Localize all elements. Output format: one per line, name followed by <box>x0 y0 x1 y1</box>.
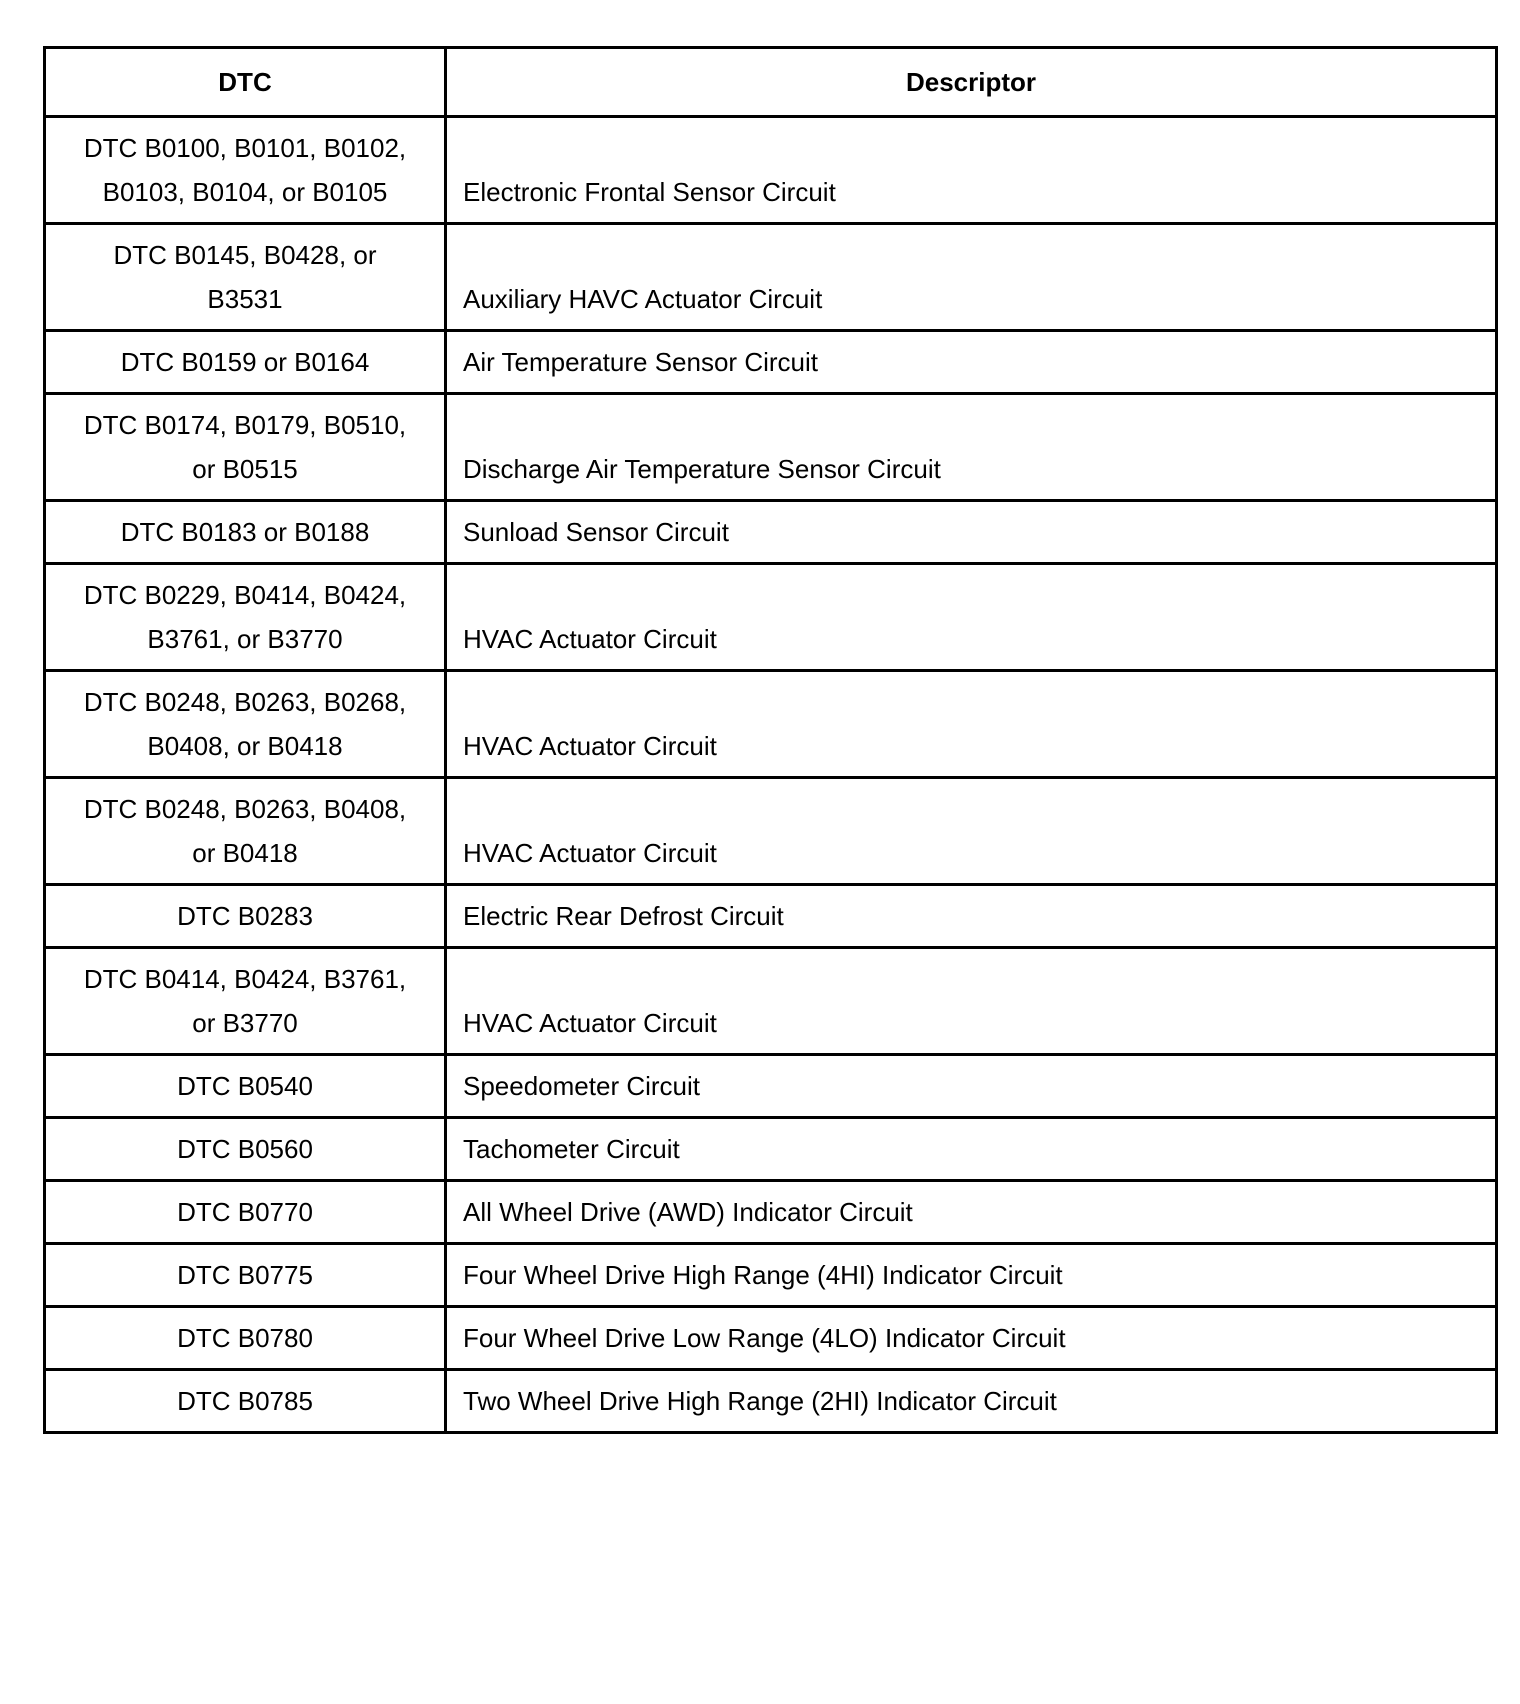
dtc-cell: DTC B0775 <box>45 1244 446 1307</box>
header-dtc: DTC <box>45 48 446 117</box>
dtc-cell: DTC B0174, B0179, B0510, or B0515 <box>45 394 446 501</box>
dtc-cell: DTC B0159 or B0164 <box>45 331 446 394</box>
descriptor-cell: Discharge Air Temperature Sensor Circuit <box>446 394 1497 501</box>
table-row <box>45 1181 1497 1244</box>
descriptor-cell: Speedometer Circuit <box>446 1055 1497 1118</box>
dtc-cell: DTC B0229, B0414, B0424, B3761, or B3770 <box>45 564 446 671</box>
dtc-cell: DTC B0145, B0428, or B3531 <box>45 224 446 331</box>
table-row <box>45 117 1497 224</box>
descriptor-cell: Auxiliary HAVC Actuator Circuit <box>446 224 1497 331</box>
dtc-cell: DTC B0248, B0263, B0268, B0408, or B0418 <box>45 671 446 778</box>
table-row <box>45 671 1497 778</box>
descriptor-cell: Sunload Sensor Circuit <box>446 501 1497 564</box>
table-row <box>45 778 1497 885</box>
descriptor-cell: HVAC Actuator Circuit <box>446 778 1497 885</box>
table-row <box>45 331 1497 394</box>
descriptor-cell: HVAC Actuator Circuit <box>446 671 1497 778</box>
descriptor-cell: HVAC Actuator Circuit <box>446 564 1497 671</box>
table-body <box>45 117 1497 1433</box>
dtc-cell: DTC B0785 <box>45 1370 446 1433</box>
descriptor-cell: HVAC Actuator Circuit <box>446 948 1497 1055</box>
descriptor-cell: Air Temperature Sensor Circuit <box>446 331 1497 394</box>
dtc-cell: DTC B0283 <box>45 885 446 948</box>
dtc-cell: DTC B0770 <box>45 1181 446 1244</box>
dtc-cell: DTC B0414, B0424, B3761, or B3770 <box>45 948 446 1055</box>
header-descriptor: Descriptor <box>446 48 1497 117</box>
descriptor-cell: Four Wheel Drive High Range (4HI) Indicator Circuit <box>446 1244 1497 1307</box>
descriptor-cell: All Wheel Drive (AWD) Indicator Circuit <box>446 1181 1497 1244</box>
table-row <box>45 1370 1497 1433</box>
table-row <box>45 1307 1497 1370</box>
descriptor-cell: Two Wheel Drive High Range (2HI) Indicator Circuit <box>446 1370 1497 1433</box>
table-row <box>45 948 1497 1055</box>
descriptor-cell: Electric Rear Defrost Circuit <box>446 885 1497 948</box>
dtc-cell: DTC B0183 or B0188 <box>45 501 446 564</box>
table-row <box>45 1244 1497 1307</box>
table-row <box>45 564 1497 671</box>
table-row <box>45 501 1497 564</box>
descriptor-cell: Electronic Frontal Sensor Circuit <box>446 117 1497 224</box>
dtc-cell: DTC B0100, B0101, B0102, B0103, B0104, or B0105 <box>45 117 446 224</box>
table-header-row <box>45 48 1497 117</box>
table-row <box>45 1055 1497 1118</box>
table-row <box>45 224 1497 331</box>
dtc-cell: DTC B0540 <box>45 1055 446 1118</box>
dtc-cell: DTC B0248, B0263, B0408, or B0418 <box>45 778 446 885</box>
table-row <box>45 394 1497 501</box>
descriptor-cell: Four Wheel Drive Low Range (4LO) Indicator Circuit <box>446 1307 1497 1370</box>
dtc-cell: DTC B0560 <box>45 1118 446 1181</box>
table-row <box>45 885 1497 948</box>
dtc-table <box>43 46 1498 1434</box>
table-row <box>45 1118 1497 1181</box>
descriptor-cell: Tachometer Circuit <box>446 1118 1497 1181</box>
dtc-cell: DTC B0780 <box>45 1307 446 1370</box>
